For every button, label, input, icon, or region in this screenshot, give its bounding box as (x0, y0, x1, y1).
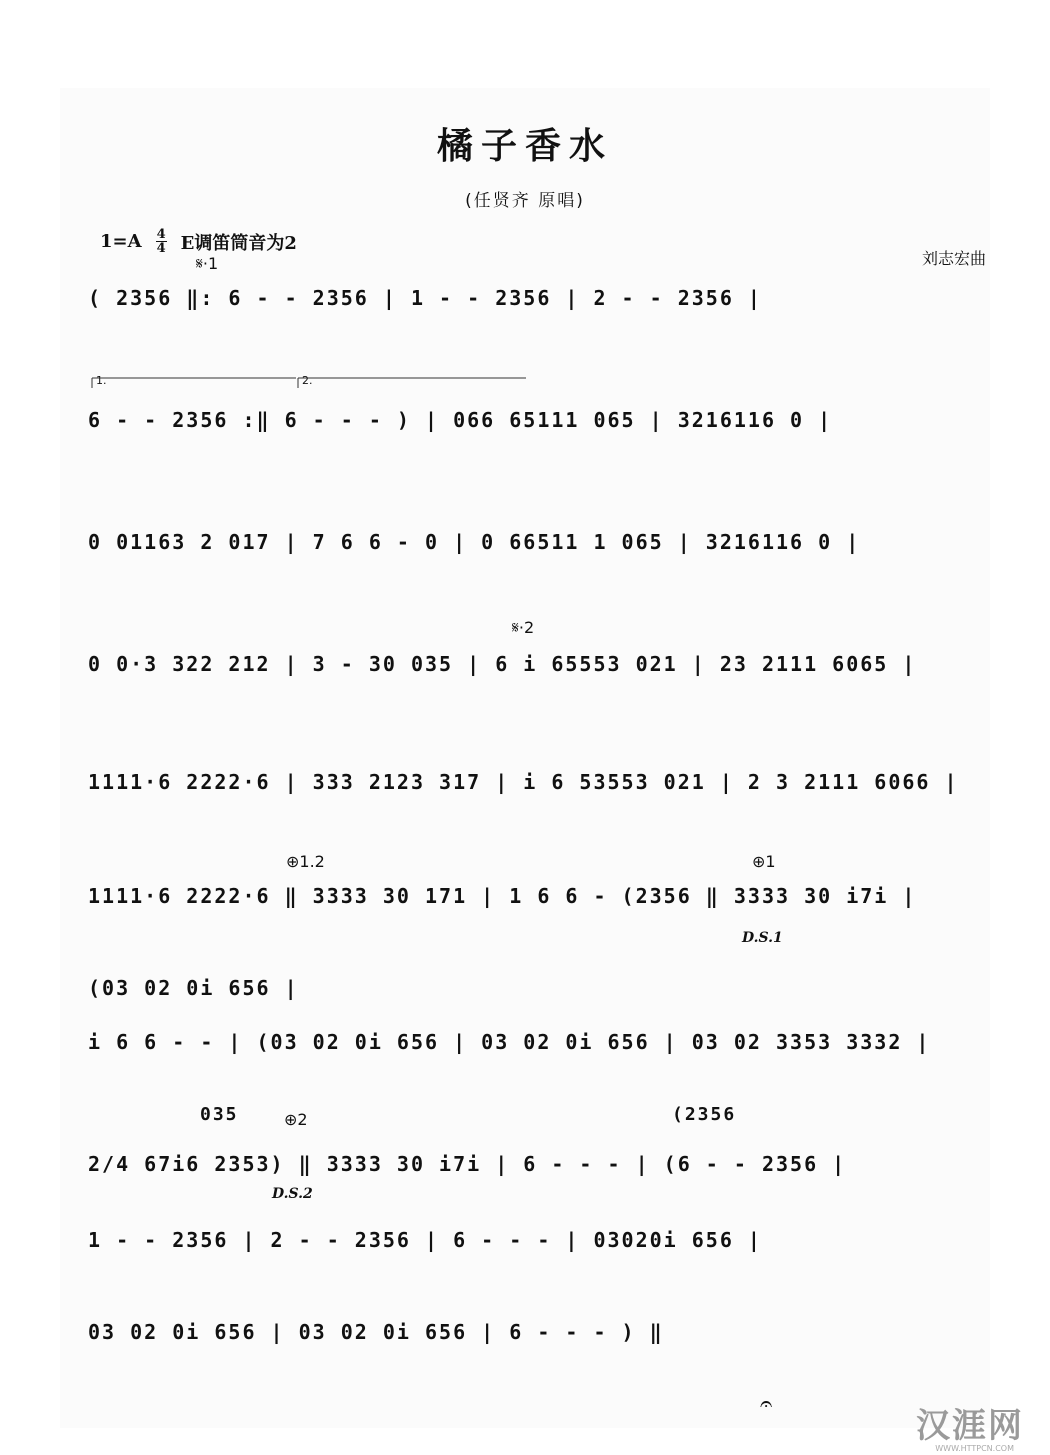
watermark-logo: 汉涯网 (916, 1406, 1024, 1446)
score-line-5: 1111·6 2222·6 | 333 2123 317 | i 6 53553 021 | 2 3 2111 6066 | (88, 770, 959, 794)
watermark-url: WWW.HTTPCN.COM (935, 1444, 1014, 1453)
score-line-10: 1 - - 2356 | 2 - - 2356 | 6 - - - | 03020i 656 | (88, 1228, 762, 1252)
overlay-2356: (2356 (672, 1104, 737, 1125)
score-line-7: (03 02 0i 656 | (88, 976, 299, 1000)
coda-2-sign: ⊕2 (284, 1110, 308, 1129)
score-line-9: 2/4 67i6 2353) ‖ 3333 30 i7i | 6 - - - | (6 - - 2356 | (88, 1152, 847, 1176)
coda-1-2-sign: ⊕1.2 (286, 852, 325, 871)
volta-1-label: 1. (96, 374, 107, 387)
score-line-3: 0 01163 2 017 | 7 6 6 - 0 | 0 66511 1 065 | 3216116 0 | (88, 530, 861, 554)
composer-credit: 刘志宏曲 (921, 249, 986, 268)
score-line-1: ( 2356 ‖: 6 - - 2356 | 1 - - 2356 | 2 - - 2356 | (88, 286, 762, 310)
score-line-4: 0 0·3 322 212 | 3 - 30 035 | 6 i 65553 021 | 23 2111 6065 | (88, 652, 917, 676)
volta-2-label: 2. (302, 374, 313, 387)
score-line-6: 1111·6 2222·6 ‖ 3333 30 171 | 1 6 6 - (2356 ‖ 3333 30 i7i | (88, 884, 917, 908)
ds-2-mark: D.S.2 (272, 1186, 313, 1202)
score-line-2: 6 - - 2356 :‖ 6 - - - ) | 066 65111 065 | 3216116 0 | (88, 408, 833, 432)
instrument-note: E调笛筒音为2 (180, 232, 297, 254)
segno-2-sign: 𝄋·2 (512, 618, 535, 637)
segno-1-sign: 𝄋·1 (196, 254, 219, 273)
ds-1-mark: D.S.1 (742, 930, 783, 946)
tonic: 1=A (100, 231, 142, 252)
score-line-8: i 6 6 - - | (03 02 0i 656 | 03 02 0i 656 | 03 02 3353 3332 | (88, 1030, 931, 1054)
overlay-035: 035 (200, 1104, 239, 1125)
time-signature: $\frac{4}{4}$ (156, 227, 166, 256)
page-title: 橘子香水 (436, 125, 613, 167)
subtitle: (任贤齐 原唱) (465, 191, 585, 211)
score-line-11: 03 02 0i 656 | 03 02 0i 656 | 6 - - - ) ‖ (88, 1320, 664, 1344)
fermata-sign: 𝄐 (760, 1392, 773, 1417)
coda-1-sign: ⊕1 (752, 852, 776, 871)
